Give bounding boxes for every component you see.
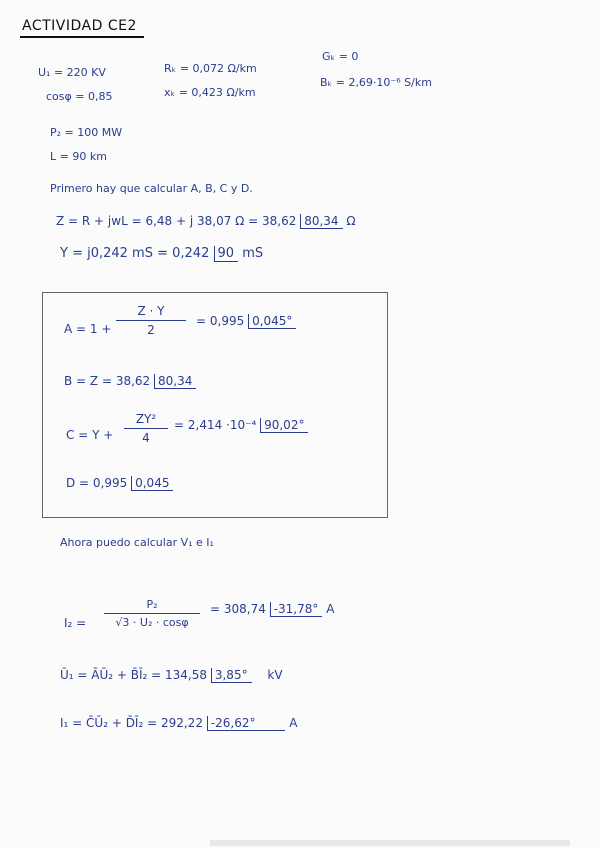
u1-unit: kV (267, 668, 283, 682)
c-fraction-bar (124, 428, 168, 429)
a-lhs: A = 1 + (64, 322, 112, 336)
z-equation (56, 214, 356, 229)
c-rhs: = 2,414 ·10⁻⁴ (174, 418, 257, 432)
c-denominator: 4 (142, 431, 150, 445)
i2-numerator: P₂ (146, 598, 158, 611)
given-u1: U₁ = 220 KV (38, 66, 106, 79)
i1-lhs: I₁ = C̄Ū₂ + D̄Ī₂ = 292,22 (60, 716, 203, 730)
c-numerator: ZY² (135, 412, 157, 426)
a-result (196, 314, 296, 329)
c-angle: 90,02° (260, 418, 308, 433)
i1-equation (60, 716, 298, 731)
intro-text: Primero hay que calcular A, B, C y D. (50, 182, 253, 195)
a-angle: 0,045° (248, 314, 296, 329)
given-l: L = 90 km (50, 150, 107, 163)
given-gk: Gₖ = 0 (322, 50, 359, 63)
given-rk: Rₖ = 0,072 Ω/km (164, 62, 257, 75)
i2-rhs: = 308,74 (210, 602, 266, 616)
given-cosphi: cosφ = 0,85 (46, 90, 113, 103)
title-underline (20, 36, 144, 38)
i2-denominator: √3 · U₂ · cosφ (115, 616, 189, 629)
u1-angle: 3,85° (211, 668, 252, 683)
a-fraction-bar (116, 320, 186, 321)
y-lhs: Y = j0,242 mS = 0,242 (60, 246, 210, 261)
now-text: Ahora puedo calcular V₁ e I₁ (60, 536, 214, 549)
d-equation (66, 476, 173, 491)
a-denominator: 2 (147, 323, 155, 337)
i2-result (210, 602, 334, 617)
d-lhs: D = 0,995 (66, 476, 128, 490)
u1-equation (60, 668, 283, 683)
given-bk: Bₖ = 2,69·10⁻⁶ S/km (320, 76, 432, 89)
a-rhs: = 0,995 (196, 314, 245, 328)
y-angle: 90 (214, 246, 239, 262)
i2-fraction (104, 598, 200, 629)
b-lhs: B = Z = 38,62 (64, 374, 151, 388)
b-angle: 80,34 (154, 374, 196, 389)
given-p2: P₂ = 100 MW (50, 126, 123, 139)
i2-fraction-bar (104, 613, 200, 614)
i1-angle: -26,62° (207, 716, 286, 731)
y-equation (60, 246, 263, 262)
c-fraction (124, 412, 168, 445)
i2-unit: A (326, 602, 335, 616)
i2-angle: -31,78° (270, 602, 323, 617)
given-xk: xₖ = 0,423 Ω/km (164, 86, 256, 99)
i1-unit: A (289, 716, 298, 730)
a-fraction (116, 304, 186, 337)
i2-lhs: I₂ = (64, 616, 87, 630)
b-equation (64, 374, 196, 389)
c-result (174, 418, 308, 433)
page-title: ACTIVIDAD CE2 (22, 18, 137, 34)
a-numerator: Z · Y (137, 304, 165, 318)
u1-lhs: Ū₁ = ĀŪ₂ + B̄Ī₂ = 134,58 (60, 668, 208, 682)
c-lhs: C = Y + (66, 428, 114, 442)
y-unit: mS (242, 246, 264, 261)
z-unit: Ω (346, 214, 356, 228)
d-angle: 0,045 (131, 476, 173, 491)
z-angle: 80,34 (300, 214, 342, 229)
z-lhs: Z = R + jwL = 6,48 + j 38,07 Ω = 38,62 (56, 214, 297, 228)
scan-edge-stroke (210, 840, 570, 846)
